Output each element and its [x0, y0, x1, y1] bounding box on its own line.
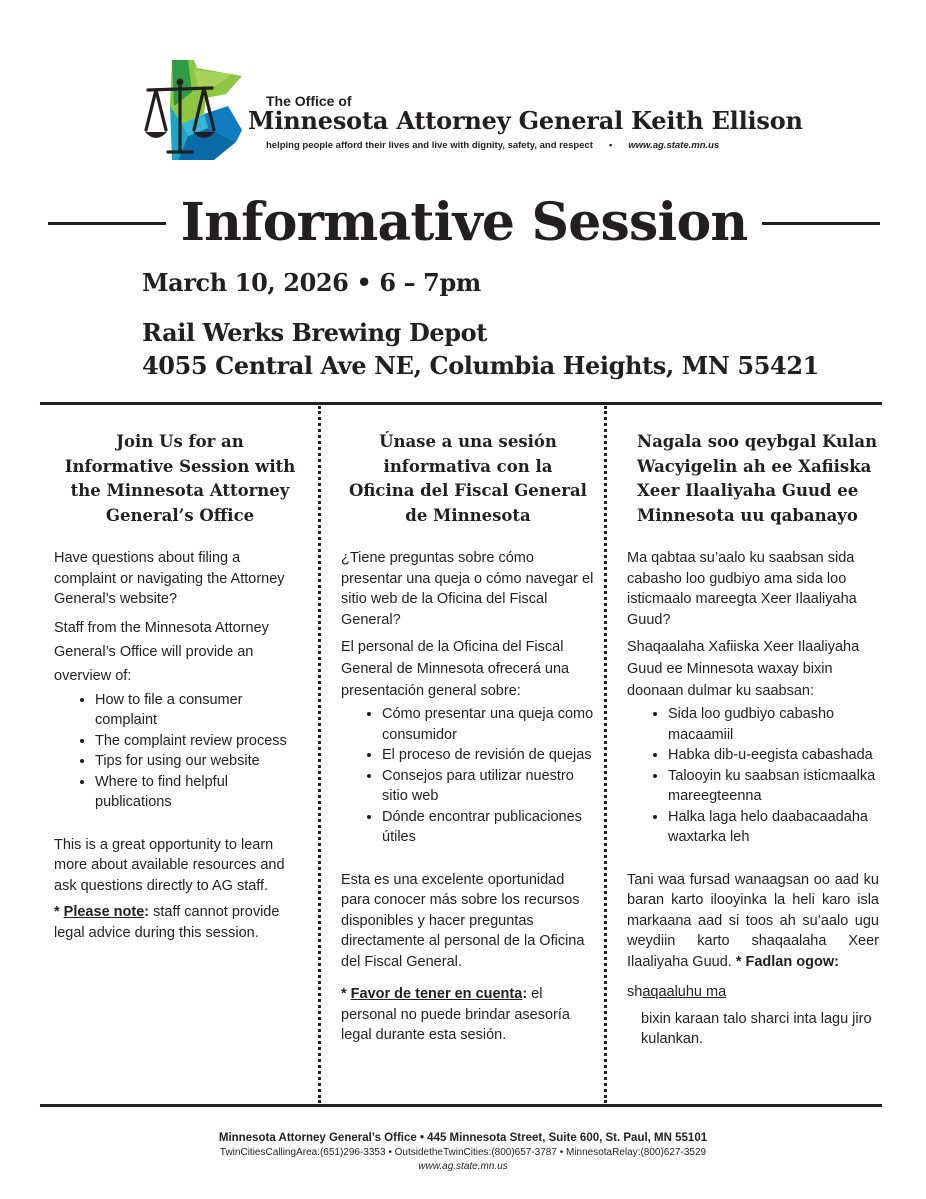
- somali-opportunity-text: Tani waa fursad wanaagsan oo aad ku baran karto ilooyinka la heli karo isla markaana aad si toos ah su’aalo ugu weydiin karto shaqaalaha Xeer Ilaaliyaha Guud.: [627, 871, 879, 970]
- somali-heading-line: Minnesota uu qabanayo: [637, 505, 858, 525]
- spanish-intro: ¿Tiene preguntas sobre cómo presentar una queja o cómo navegar el sitio web de la Oficina del Fiscal General?: [341, 550, 594, 628]
- note-text-underlined: aqaaluhu ma: [642, 984, 727, 1000]
- venue-name: Rail Werks Brewing Depot: [142, 318, 487, 347]
- divider-bottom: [40, 1104, 882, 1107]
- somali-heading: [627, 430, 879, 528]
- english-topic-list: [54, 690, 306, 813]
- list-item: • El proceso de revisión de quejas: [382, 745, 595, 766]
- note-star: *: [341, 986, 351, 1002]
- spanish-heading: [341, 430, 595, 528]
- spanish-heading-line: Únase a una sesión: [379, 432, 557, 451]
- somali-topic-list: [627, 704, 879, 848]
- org-name: Minnesota Attorney General Keith Ellison: [248, 106, 803, 135]
- somali-heading-line: Wacyigelin ah ee Xafiiska: [637, 456, 872, 476]
- column-divider-1: [318, 406, 321, 1103]
- website-link[interactable]: www.ag.state.mn.us: [628, 140, 720, 151]
- english-heading-line: General’s Office: [105, 505, 255, 525]
- note-label: Please note: [63, 904, 145, 920]
- note-text: staff cannot provide legal advice during this session.: [54, 904, 280, 941]
- list-item: • Habka dib-u-eegista cabashada: [668, 745, 879, 766]
- list-item: • The complaint review process: [95, 731, 306, 752]
- english-note: [54, 902, 306, 943]
- column-somali: [627, 430, 879, 1056]
- spanish-opportunity: Esta es una excelente oportunidad para conocer más sobre los recursos disponibles y hacer preguntas directamente al personal de la Oficina del Fiscal General.: [341, 871, 585, 970]
- tagline: [266, 140, 719, 151]
- list-item: • Sida loo gudbiyo cabasho macaamiil: [668, 704, 879, 745]
- title-rule-left: [48, 222, 166, 225]
- english-heading-line: Informative Session with: [64, 456, 296, 476]
- spanish-heading-line: Oficina del Fiscal General: [349, 481, 587, 500]
- spanish-heading-line: informativa con la: [383, 456, 553, 476]
- english-intro: Have questions about filing a complaint or navigating the Attorney General’s website?: [54, 550, 285, 607]
- somali-staff: Shaqaalaha Xafiiska Xeer Ilaaliyaha Guud ee Minnesota waxay bixin doonaan dulmar ku saabsan:: [627, 639, 860, 699]
- list-item: • Cómo presentar una queja como consumidor: [382, 704, 595, 745]
- tagline-text: helping people afford their lives and live with dignity, safety, and respect: [266, 140, 593, 151]
- spanish-topic-list: [341, 704, 595, 848]
- spanish-staff: El personal de la Oficina del Fiscal General de Minnesota ofrecerá una presentación general sobre:: [341, 639, 570, 699]
- column-english: [54, 430, 306, 949]
- tagline-separator: •: [608, 140, 613, 151]
- page-title: Informative Session: [180, 192, 748, 253]
- list-item: • Consejos para utilizar nuestro sitio web: [382, 766, 595, 807]
- note-text: el personal no puede brindar asesoría legal durante esta sesión.: [341, 986, 570, 1043]
- english-opportunity: This is a great opportunity to learn more about available resources and ask questions directly to AG staff.: [54, 836, 285, 894]
- note-label: Fadlan ogow:: [745, 953, 839, 970]
- footer-phones: TwinCitiesCallingArea:(651)296-3353 • OutsidetheTwinCities:(800)657-3787 • MinnesotaRelay:(800)627-3529: [219, 1147, 707, 1158]
- note-label: Favor de tener en cuenta: [350, 986, 523, 1002]
- event-datetime: March 10, 2026 • 6 – 7pm: [142, 268, 481, 297]
- list-item: • Halka laga helo daabacaadaha waxtarka leh: [668, 807, 879, 848]
- list-item: • Where to find helpful publications: [95, 772, 306, 813]
- footer: [0, 1130, 926, 1173]
- venue-address: 4055 Central Ave NE, Columbia Heights, MN 55421: [142, 351, 819, 380]
- note-colon: :: [144, 904, 150, 920]
- somali-intro: Ma qabtaa su’aalo ku saabsan sida cabasho loo gudbiyo ama sida loo isticmaalo mareegta Xeer Ilaaliyaha Guud?: [627, 550, 857, 628]
- note-text-start: sh: [627, 984, 643, 1000]
- org-prefix: The Office of: [266, 93, 352, 109]
- title-rule-right: [762, 222, 880, 225]
- english-heading: [54, 430, 306, 528]
- note-colon: :: [522, 986, 528, 1002]
- note-star: *: [731, 953, 746, 970]
- note-star: *: [54, 904, 64, 920]
- column-spanish: [341, 430, 595, 1052]
- somali-note-text: bixin karaan talo sharci inta lagu jiro kulankan.: [641, 1010, 872, 1047]
- english-staff: Staff from the Minnesota Attorney General’s Office will provide an overview of:: [54, 619, 269, 684]
- somali-heading-line: Xeer Ilaaliyaha Guud ee: [637, 481, 859, 500]
- english-heading-line: Join Us for an: [116, 432, 244, 451]
- somali-heading-line: Nagala soo qeybgal Kulan: [637, 432, 878, 451]
- footer-website-link[interactable]: www.ag.state.mn.us: [418, 1161, 508, 1172]
- list-item: • Tips for using our website: [95, 751, 306, 772]
- divider-top: [40, 402, 882, 405]
- footer-address: Minnesota Attorney General’s Office • 445 Minnesota Street, Suite 600, St. Paul, MN 55101: [218, 1132, 708, 1144]
- somali-note-line: [627, 982, 879, 1003]
- english-heading-line: the Minnesota Attorney: [70, 481, 290, 500]
- minnesota-scales-logo: [142, 54, 264, 162]
- list-item: • How to file a consumer complaint: [95, 690, 306, 731]
- list-item: • Dónde encontrar publicaciones útiles: [382, 807, 595, 848]
- spanish-note: [341, 984, 595, 1046]
- event-venue: [142, 316, 819, 382]
- somali-opportunity: [627, 870, 879, 973]
- column-divider-2: [604, 406, 607, 1103]
- spanish-heading-line: de Minnesota: [405, 505, 531, 525]
- list-item: • Talooyin ku saabsan isticmaalka mareegteenna: [668, 766, 879, 807]
